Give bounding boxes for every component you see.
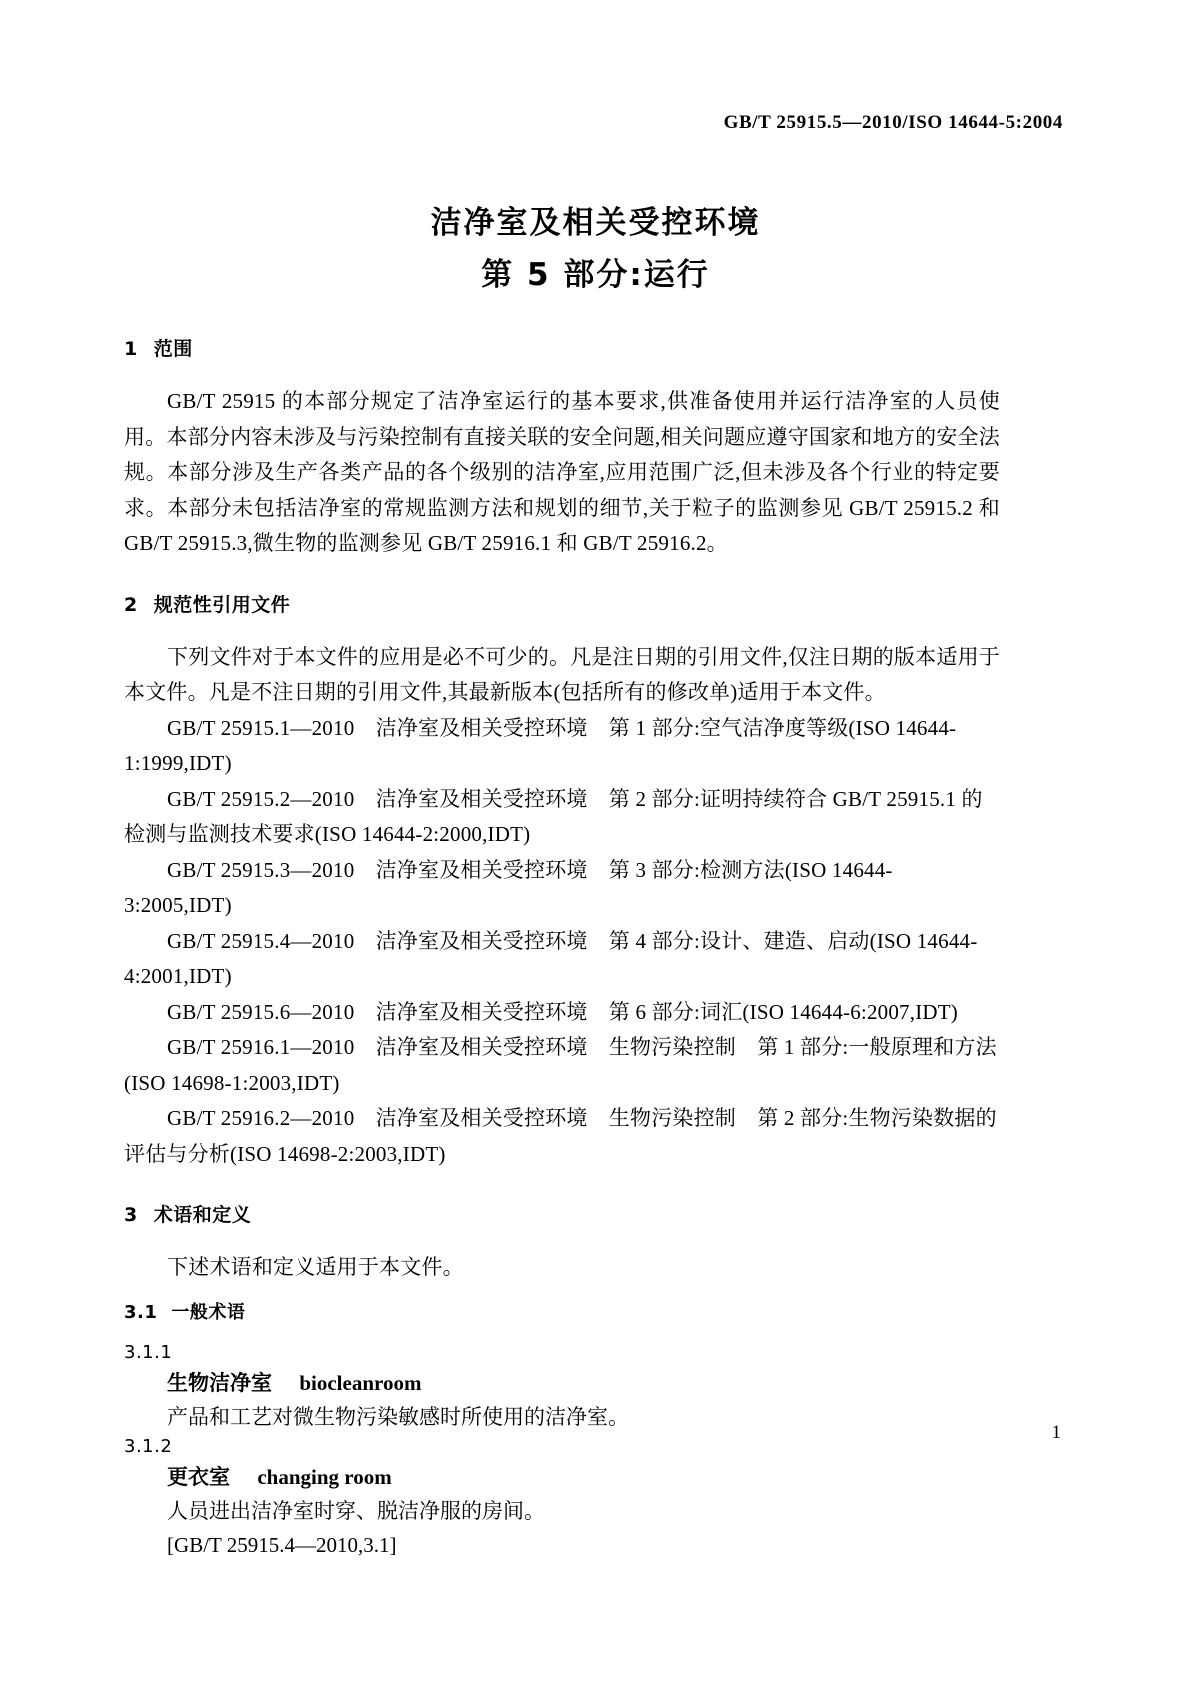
running-header: GB/T 25915.5—2010/ISO 14644-5:2004 [723, 112, 1063, 133]
term-clause-number: 3.1.1 [124, 1341, 173, 1363]
section-number-2: 2 [124, 593, 138, 616]
normative-reference-item: GB/T 25915.3—2010 洁净室及相关受控环境 第 3 部分:检测方法(ISO 14644-3:2005,IDT) [124, 857, 893, 917]
document-title [0, 200, 1191, 298]
normative-reference-item: GB/T 25916.2—2010 洁净室及相关受控环境 生物污染控制 第 2 部分:生物污染数据的评估与分析(ISO 14698-2:2003,IDT) [124, 1106, 997, 1166]
normative-reference-item: GB/T 25915.4—2010 洁净室及相关受控环境 第 4 部分:设计、建造、启动(ISO 14644-4:2001,IDT) [124, 928, 978, 988]
subsection-heading-general-terms [124, 1300, 1000, 1326]
term-heading [124, 1460, 1000, 1494]
section-number-3: 3 [124, 1204, 138, 1226]
title-line-1: 洁净室及相关受控环境 [430, 205, 761, 241]
normative-reference-item: GB/T 25915.2—2010 洁净室及相关受控环境 第 2 部分:证明持续符合 GB/T 25915.1 的检测与监测技术要求(ISO 14644-2:2000,IDT) [124, 786, 983, 846]
title-line-2: 第 5 部分:运行 [481, 257, 710, 293]
term-source-reference: [GB/T 25915.4—2010,3.1] [167, 1532, 397, 1557]
term-name-en: biocleanroom [299, 1370, 422, 1395]
document-body [124, 336, 1000, 1562]
term-name-en: changing room [257, 1464, 392, 1489]
subsection-title-3-1: 一般术语 [171, 1301, 246, 1323]
section-title-3: 术语和定义 [153, 1204, 252, 1226]
term-definition: 人员进出洁净室时穿、脱洁净服的房间。 [167, 1498, 546, 1523]
normative-reference-item: GB/T 25916.1—2010 洁净室及相关受控环境 生物污染控制 第 1 部分:一般原理和方法(ISO 14698-1:2003,IDT) [124, 1035, 997, 1095]
term-name-cn: 生物洁净室 [167, 1370, 273, 1395]
section-heading-normative-references [124, 592, 1000, 618]
term-clause-number: 3.1.2 [124, 1435, 173, 1457]
terms-intro: 下述术语和定义适用于本文件。 [167, 1255, 464, 1279]
term-heading [124, 1366, 1000, 1400]
scope-paragraph: GB/T 25915 的本部分规定了洁净室运行的基本要求,供准备使用并运行洁净室的人员使用。本部分内容未涉及与污染控制有直接关联的安全问题,相关问题应遵守国家和地方的安全法规。本部分涉及生产各类产品的各个级别的洁净室,应用范围广泛,但未涉及各个行业的特定要求。本部分未包括洁净室的常规监测方法和规划的细节,关于粒子的监测参见 GB/T 25915.2 和 GB/T 25915.3,微生物的监测参见 GB/T 25916.1 和 GB/T 25916.2。 [124, 389, 1000, 555]
normative-reference-item: GB/T 25915.6—2010 洁净室及相关受控环境 第 6 部分:词汇(ISO 14644-6:2007,IDT) [167, 999, 958, 1024]
section-heading-scope [124, 336, 1000, 362]
normative-references-intro: 下列文件对于本文件的应用是必不可少的。凡是注日期的引用文件,仅注日期的版本适用于本文件。凡是不注日期的引用文件,其最新版本(包括所有的修改单)适用于本文件。 [124, 644, 1000, 704]
page-number: 1 [1051, 1422, 1061, 1443]
section-number-1: 1 [124, 338, 138, 360]
section-title-2: 规范性引用文件 [153, 593, 291, 616]
term-definition: 产品和工艺对微生物污染敏感时所使用的洁净室。 [167, 1404, 630, 1429]
subsection-number-3-1: 3.1 [124, 1301, 158, 1323]
section-heading-terms [124, 1202, 1000, 1228]
term-name-cn: 更衣室 [167, 1464, 231, 1489]
section-title-1: 范围 [153, 338, 193, 360]
normative-reference-item: GB/T 25915.1—2010 洁净室及相关受控环境 第 1 部分:空气洁净度等级(ISO 14644-1:1999,IDT) [124, 715, 957, 775]
